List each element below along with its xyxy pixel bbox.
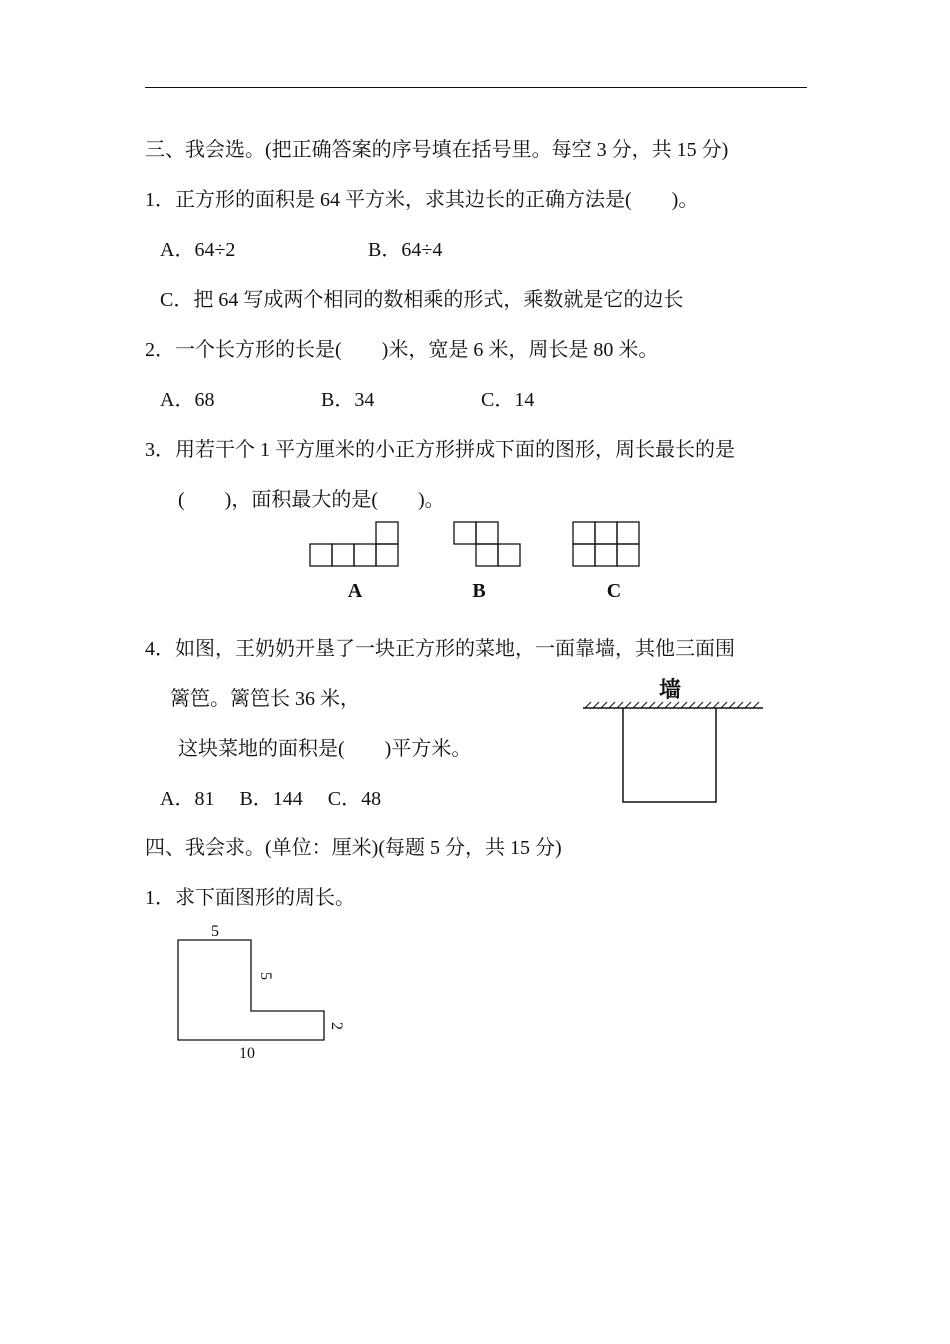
q2-option-c: C．14 (481, 389, 535, 411)
q1-stem: 1．正方形的面积是 64 平方米，求其边长的正确方法是( )。 (145, 189, 699, 211)
q3-stem-line2: ( )，面积最大的是( )。 (178, 489, 445, 511)
dim-bottom-label: 10 (239, 1045, 255, 1062)
q4-stem-line1: 4．如图，王奶奶开垦了一块正方形的菜地，一面靠墙，其他三面围 (145, 638, 735, 660)
shape-a-label: A (347, 580, 363, 602)
q4-stem-line2: 篱笆。篱笆长 36 米， (170, 688, 360, 710)
section-4-heading: 四、我会求。(单位：厘米)(每题 5 分，共 15 分) (145, 837, 562, 859)
wall-label: 墙 (658, 677, 682, 702)
wall-hatching (585, 702, 759, 708)
q3-stem-line1: 3．用若干个 1 平方厘米的小正方形拼成下面的图形，周长最长的是 (145, 439, 735, 461)
q1-option-c: C．把 64 写成两个相同的数相乘的形式，乘数就是它的边长 (160, 289, 684, 311)
dim-top-label: 5 (211, 923, 219, 940)
dim-right-label: 2 (328, 1022, 345, 1030)
q1-option-a: A．64÷2 (160, 239, 236, 261)
shape-a (310, 522, 398, 566)
q4-stem-line3: 这块菜地的面积是( )平方米。 (178, 738, 472, 760)
q2-stem: 2．一个长方形的长是( )米，宽是 6 米，周长是 80 米。 (145, 339, 659, 361)
shape-b (454, 522, 520, 566)
q4-wall-garden-figure (575, 670, 775, 810)
q3-shape-figures (300, 515, 660, 610)
q1-option-b: B．64÷4 (368, 239, 443, 261)
q4-options: A．81 B．144 C．48 (160, 788, 382, 810)
shape-c-label: C (606, 580, 622, 602)
dim-inner-vertical-label: 5 (257, 972, 274, 980)
l-shape-figure (165, 918, 355, 1068)
q2-option-b: B．34 (321, 389, 375, 411)
q2-option-a: A．68 (160, 389, 215, 411)
shape-b-label: B (472, 580, 486, 602)
shape-c (573, 522, 639, 566)
l-shape (178, 940, 324, 1040)
s4-q1-stem: 1．求下面图形的周长。 (145, 887, 355, 909)
fence-square (623, 708, 716, 802)
section-3-heading: 三、我会选。(把正确答案的序号填在括号里。每空 3 分，共 15 分) (145, 139, 729, 161)
header-rule (145, 87, 807, 88)
